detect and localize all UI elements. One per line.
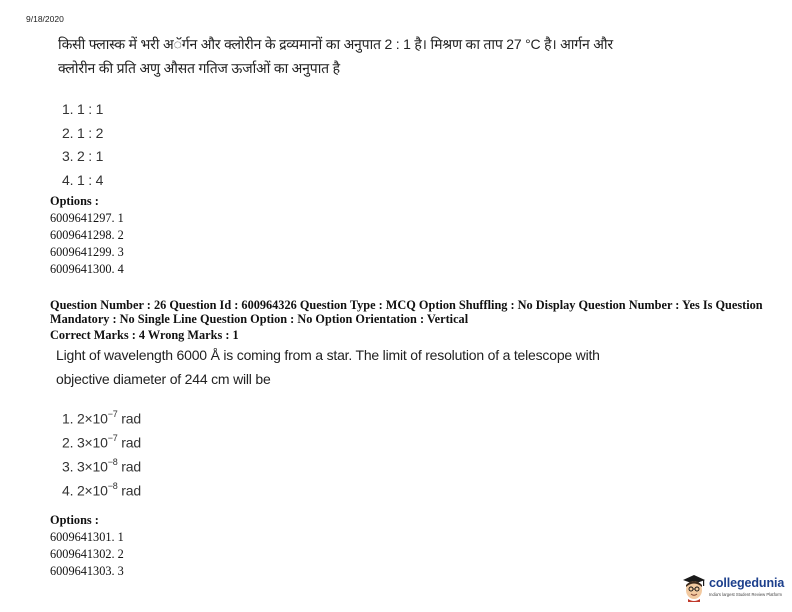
- question-26-option-id-3: 6009641303. 3: [50, 564, 124, 578]
- question-26-line-1: Light of wavelength 6000 Å is coming from a star. The limit of resolution of a telescope with: [56, 347, 600, 363]
- collegedunia-logo: [681, 572, 789, 606]
- question-26-line-2: objective diameter of 244 cm will be: [56, 371, 271, 387]
- choice-1-unit: rad: [117, 410, 141, 427]
- choice-3-base: 3. 3×10: [62, 458, 108, 475]
- question-26-choice-3: [62, 458, 141, 475]
- question-26-options-label: Options :: [50, 513, 99, 527]
- question-25-choice-3: 3. 2 : 1: [62, 148, 104, 164]
- print-date: 9/18/2020: [26, 14, 64, 24]
- question-26-meta: [50, 298, 762, 326]
- question-26-marks: Correct Marks : 4 Wrong Marks : 1: [50, 328, 239, 342]
- question-26-text: [56, 343, 656, 391]
- question-25-line-2: क्लोरीन की प्रति अणु औसत गतिज ऊर्जाओं का अनुपात है: [58, 60, 340, 76]
- logo-wordmark: collegedunia: [709, 576, 785, 590]
- question-25-choice-2: 2. 1 : 2: [62, 125, 104, 141]
- question-26-choice-4: [62, 482, 141, 499]
- question-26-meta-line-1: Question Number : 26 Question Id : 600964326 Question Type : MCQ Option Shuffling : No Display Question Number : Yes Is Question: [50, 298, 763, 312]
- logo-tagline: India's largest Student Review Platform: [709, 592, 782, 597]
- question-26-option-id-1: 6009641301. 1: [50, 530, 124, 544]
- choice-2-base: 2. 3×10: [62, 434, 108, 451]
- choice-2-unit: rad: [117, 434, 141, 451]
- choice-4-exponent: −8: [107, 481, 118, 491]
- question-26-choice-2: [62, 434, 141, 451]
- question-26-choice-1: [62, 410, 141, 427]
- choice-1-base: 1. 2×10: [62, 410, 108, 427]
- choice-3-exponent: −8: [107, 457, 118, 467]
- question-25-options-label: Options :: [50, 194, 99, 208]
- choice-2-exponent: −7: [107, 433, 118, 443]
- question-26-meta-line-2: Mandatory : No Single Line Question Option : No Option Orientation : Vertical: [50, 312, 469, 326]
- question-25-choice-1: 1. 1 : 1: [62, 101, 104, 117]
- graduate-face-icon: [681, 572, 707, 602]
- choice-3-unit: rad: [117, 458, 141, 475]
- choice-4-unit: rad: [117, 482, 141, 499]
- question-25-option-id-4: 6009641300. 4: [50, 262, 124, 276]
- question-25-text: [58, 32, 618, 80]
- question-26-option-id-2: 6009641302. 2: [50, 547, 124, 561]
- choice-1-exponent: −7: [107, 409, 118, 419]
- question-25-option-id-2: 6009641298. 2: [50, 228, 124, 242]
- question-25-choice-4: 4. 1 : 4: [62, 172, 104, 188]
- question-25-option-id-3: 6009641299. 3: [50, 245, 124, 259]
- question-25-line-1: किसी फ्लास्क में भरी अॅर्गन और क्लोरीन के द्रव्यमानों का अनुपात 2 : 1 है। मिश्रण का ताप 27 °C है। आर्गन और: [58, 36, 613, 52]
- choice-4-base: 4. 2×10: [62, 482, 108, 499]
- question-25-option-id-1: 6009641297. 1: [50, 211, 124, 225]
